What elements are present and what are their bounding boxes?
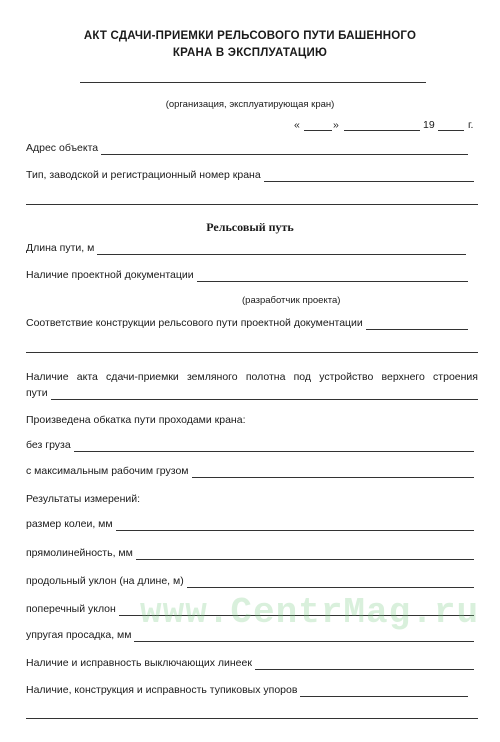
no-load-field[interactable] [74,441,474,452]
straightness-field[interactable] [136,549,474,560]
no-load-label: без груза [26,439,71,451]
straightness-label: прямолинейность, мм [26,547,133,559]
conformity-field[interactable] [366,319,468,330]
date-month-field[interactable] [344,130,420,131]
section-rail-heading: Рельсовый путь [206,220,294,234]
gauge-label: размер колеи, мм [26,518,113,530]
date-day-field[interactable] [304,130,332,131]
switches-field[interactable] [255,659,474,670]
docs-label: Наличие проектной документации [26,269,194,281]
stops-field-2[interactable] [26,718,478,719]
switches-row [26,656,474,670]
organization-field[interactable] [80,82,426,83]
act-line-1: Наличие акта сдачи-приемки земляного полотна под устройство верхнего строения [26,371,478,383]
length-label: Длина пути, м [26,242,95,254]
conformity-row [26,316,468,330]
conformity-label: Соответствие конструкции рельсового пути проектной документации [26,317,363,329]
docs-row [26,268,468,282]
stops-label: Наличие, конструкция и исправность тупиковых упоров [26,684,298,696]
conformity-field-2[interactable] [26,352,478,353]
crane-type-row [26,168,474,182]
long-slope-field[interactable] [187,577,474,588]
watermark: www.CentrMag.ru [140,592,480,633]
date-close-quote: » [333,119,339,131]
date-open-quote: « [294,119,300,131]
address-row [26,141,468,155]
cross-slope-label: поперечный уклон [26,603,116,615]
crane-type-field[interactable] [264,171,474,182]
subsidence-label: упругая просадка, мм [26,629,132,641]
no-load-row [26,438,474,452]
date-year-field[interactable] [438,130,464,131]
act-field[interactable] [51,389,478,400]
date-suffix: г. [468,119,474,131]
length-field[interactable] [97,244,466,255]
max-load-field[interactable] [192,467,474,478]
max-load-label: с максимальным рабочим грузом [26,465,189,477]
act-line-2: пути [26,387,48,399]
title-line-2: КРАНА В ЭКСПЛУАТАЦИЮ [172,47,328,59]
results-label: Результаты измерений: [26,493,141,505]
stops-field[interactable] [300,686,468,697]
rolling-label: Произведена обкатка пути проходами крана: [26,414,246,426]
length-row [26,241,466,255]
document-title [80,28,420,62]
switches-label: Наличие и исправность выключающих линеек [26,657,252,669]
gauge-row [26,517,474,531]
max-load-row [26,464,474,478]
date-century: 19 [423,119,435,131]
long-slope-label: продольный уклон (на длине, м) [26,575,184,587]
title-line-1: АКТ СДАЧИ-ПРИЕМКИ РЕЛЬСОВОГО ПУТИ БАШЕННОГО [83,30,417,42]
act-row [26,386,478,400]
straightness-row [26,546,474,560]
organization-caption: (организация, эксплуатирующая кран) [165,99,335,110]
gauge-field[interactable] [116,520,474,531]
address-label: Адрес объекта [26,142,99,154]
developer-caption: (разработчик проекта) [242,295,341,306]
address-field[interactable] [101,144,468,155]
docs-field[interactable] [197,271,468,282]
long-slope-row [26,574,474,588]
crane-type-label: Тип, заводской и регистрационный номер крана [26,169,261,181]
crane-type-field-2[interactable] [26,204,478,205]
stops-row [26,683,468,697]
